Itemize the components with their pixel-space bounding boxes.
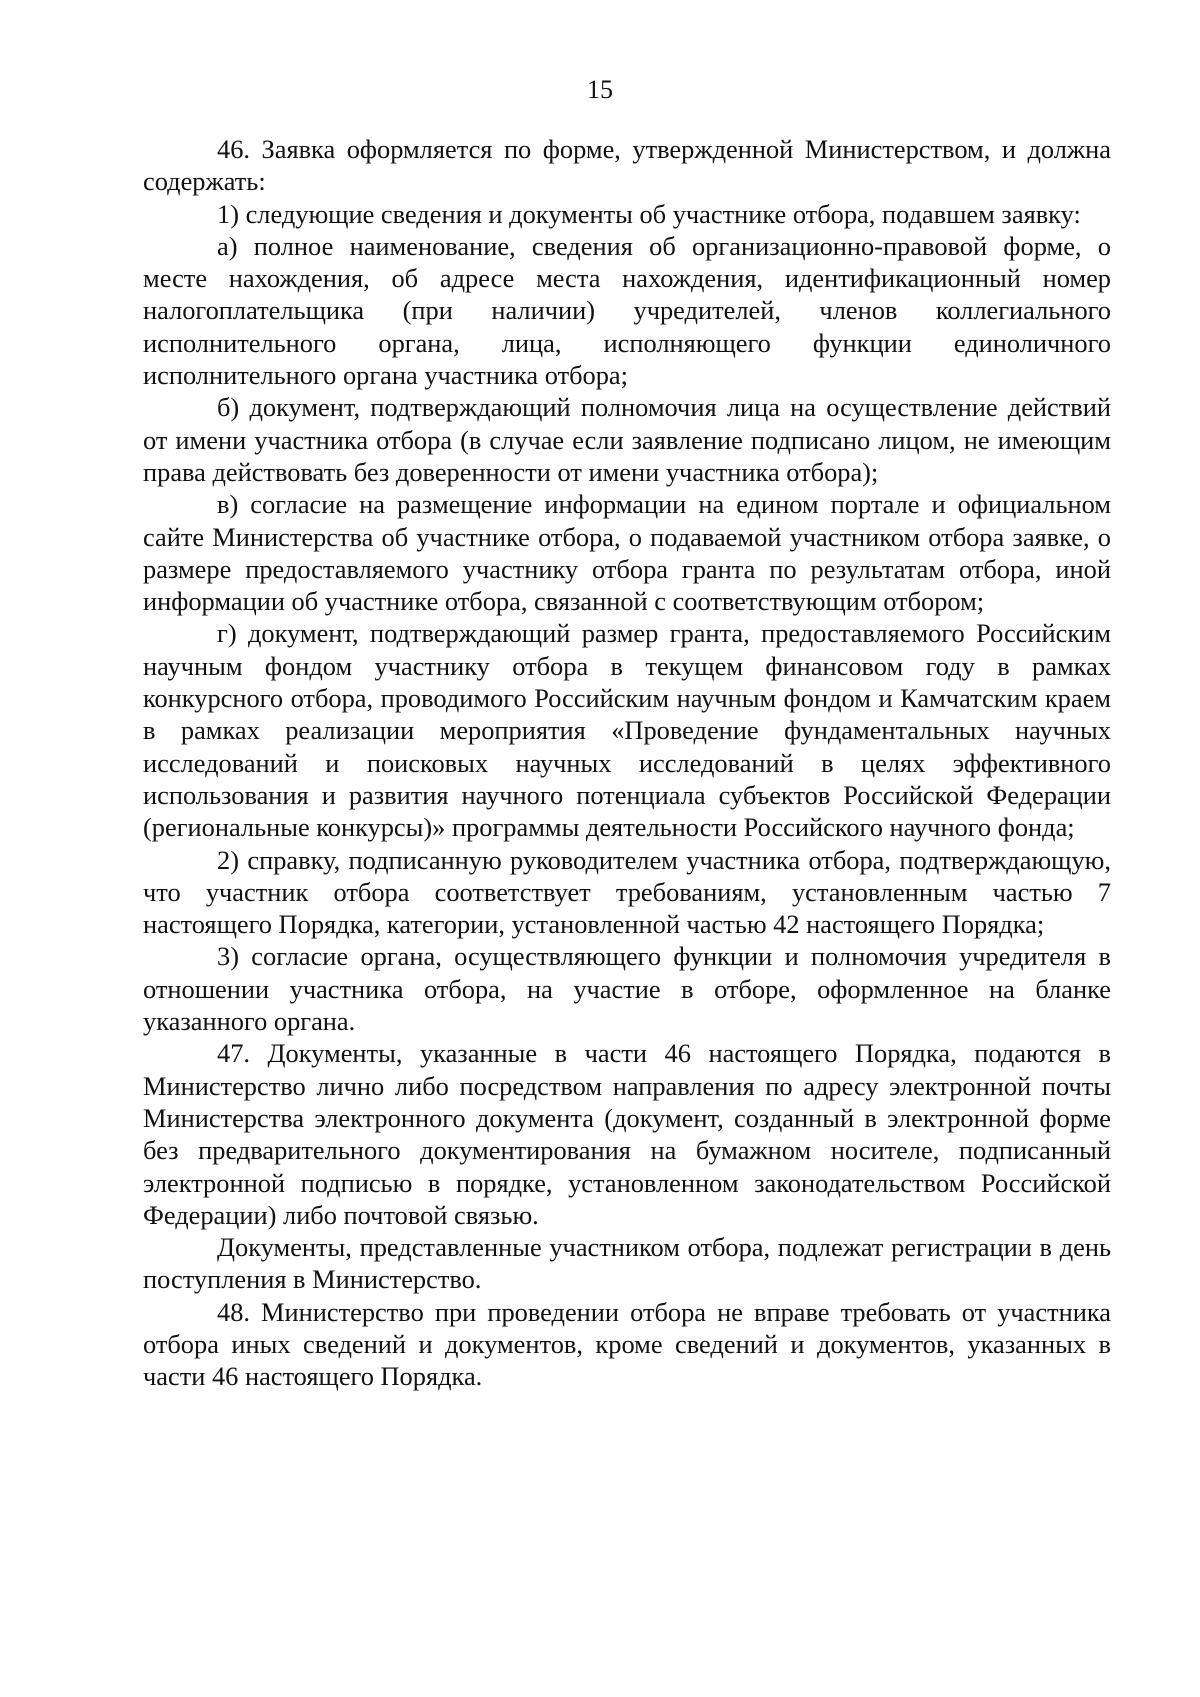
paragraph-46-item-1b: б) документ, подтверждающий полномочия лица на осуществление действий от имени участника отбора (в случае если заявление подписано лицом, не имеющим права действовать без доверенности от имени участника отбора); (143, 392, 1111, 487)
page-number: 15 (587, 75, 613, 104)
paragraph-46-item-1a: а) полное наименование, сведения об организационно-правовой форме, о месте нахождения, об адресе места нахождения, идентификационный номер налогоплательщика (при наличии) учредителей, членов коллегиального исполнительного органа, лица, исполняющего функции единоличного исполнительного органа участника отбора; (143, 230, 1111, 391)
paragraph-47: 47. Документы, указанные в части 46 настоящего Порядка, подаются в Министерство лично либо посредством направления по адресу электронной почты Министерства электронного документа (документ, созданный в электронной форме без предварительного документирования на бумажном носителе, подписанный электронной подписью в порядке, установленном законодательством Российской Федерации) либо почтовой связью. (143, 1038, 1111, 1230)
paragraph-46-item-2: 2) справку, подписанную руководителем участника отбора, подтверждающую, что участник отбора соответствует требованиям, установленным частью 7 настоящего Порядка, категории, установленной частью 42 настоящего Порядка; (143, 844, 1111, 940)
paragraph-46-item-1g: г) документ, подтверждающий размер гранта, предоставляемого Российским научным фондом участнику отбора в текущем финансовом году в рамках конкурсного отбора, проводимого Российским научным фондом и Камчатским краем в рамках реализации мероприятия «Проведение фундаментальных научных исследований и поисковых научных исследований в целях эффективного использования и развития научного потенциала субъектов Российской Федерации (региональные конкурсы)» программы деятельности Российского научного фонда; (143, 618, 1111, 843)
document-body (143, 133, 1111, 1393)
paragraph-46-item-1: 1) следующие сведения и документы об участнике отбора, подавшем заявку: (217, 198, 1081, 229)
paragraph-46-intro: 46. Заявка оформляется по форме, утвержденной Министерством, и должна содержать: (143, 134, 1111, 197)
paragraph-46-item-1v: в) согласие на размещение информации на едином портале и официальном сайте Министерства об участнике отбора, о подаваемой участником отбора заявке, о размере предоставляемого участнику отбора гранта по результатам отбора, иной информации об участнике отбора, связанной с соответствующим отбором; (143, 489, 1111, 617)
paragraph-47-registration: Документы, представленные участником отбора, подлежат регистрации в день поступления в Министерство. (143, 1232, 1111, 1295)
paragraph-48: 48. Министерство при проведении отбора не вправе требовать от участника отбора иных сведений и документов, кроме сведений и документов, указанных в части 46 настоящего Порядка. (143, 1296, 1111, 1392)
paragraph-46-item-3: 3) согласие органа, осуществляющего функции и полномочия учредителя в отношении участника отбора, на участие в отборе, оформленное на бланке указанного органа. (143, 941, 1111, 1037)
